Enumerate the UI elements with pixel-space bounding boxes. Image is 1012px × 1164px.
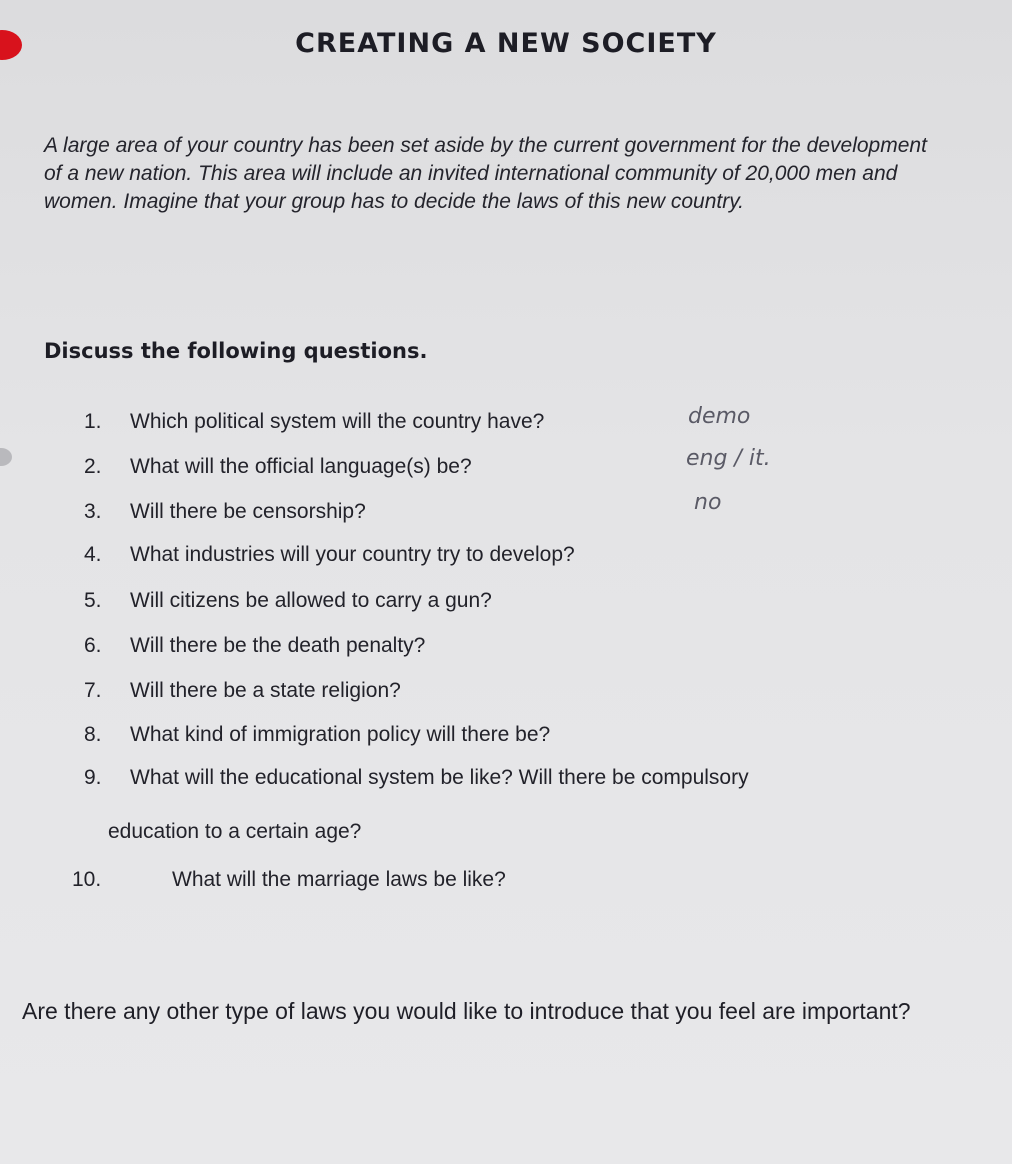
handwritten-answer-1: demo — [688, 404, 751, 429]
question-number: 7. — [84, 679, 102, 702]
question-number: 9. — [84, 766, 102, 789]
question-text: Will there be censorship? — [130, 500, 366, 523]
question-number: 1. — [84, 410, 102, 433]
question-number: 5. — [84, 589, 102, 612]
question-text: What will the marriage laws be like? — [172, 868, 506, 891]
question-text: What will the official language(s) be? — [130, 455, 472, 478]
handwritten-answer-2: eng / it. — [686, 446, 771, 471]
question-text: What will the educational system be like? Will there be compulsory — [130, 766, 749, 789]
question-text: What kind of immigration policy will there be? — [130, 723, 551, 746]
intro-paragraph: A large area of your country has been set aside by the current government for the development of a new nation. This area will include an invited international community of 20,000 men and women. Imagine that your group has to decide the laws of this new country. — [44, 134, 927, 213]
question-number: 3. — [84, 500, 102, 523]
question-text: Will there be a state religion? — [130, 679, 401, 702]
closing-question: Are there any other type of laws you would like to introduce that you feel are important? — [22, 998, 911, 1024]
question-text: Will there be the death penalty? — [130, 634, 426, 657]
question-number: 6. — [84, 634, 102, 657]
question-number: 2. — [84, 455, 102, 478]
question-number: 4. — [84, 543, 102, 566]
discuss-heading: Discuss the following questions. — [44, 339, 428, 363]
question-text: education to a certain age? — [108, 820, 362, 843]
punch-hole — [0, 448, 12, 466]
page-title: CREATING A NEW SOCIETY — [295, 28, 717, 59]
question-number: 8. — [84, 723, 102, 746]
question-text: Which political system will the country have? — [130, 410, 545, 433]
question-text: What industries will your country try to develop? — [130, 543, 575, 566]
question-text: Will citizens be allowed to carry a gun? — [130, 589, 492, 612]
question-number: 10. — [72, 868, 102, 891]
handwritten-answer-3: no — [694, 490, 722, 515]
